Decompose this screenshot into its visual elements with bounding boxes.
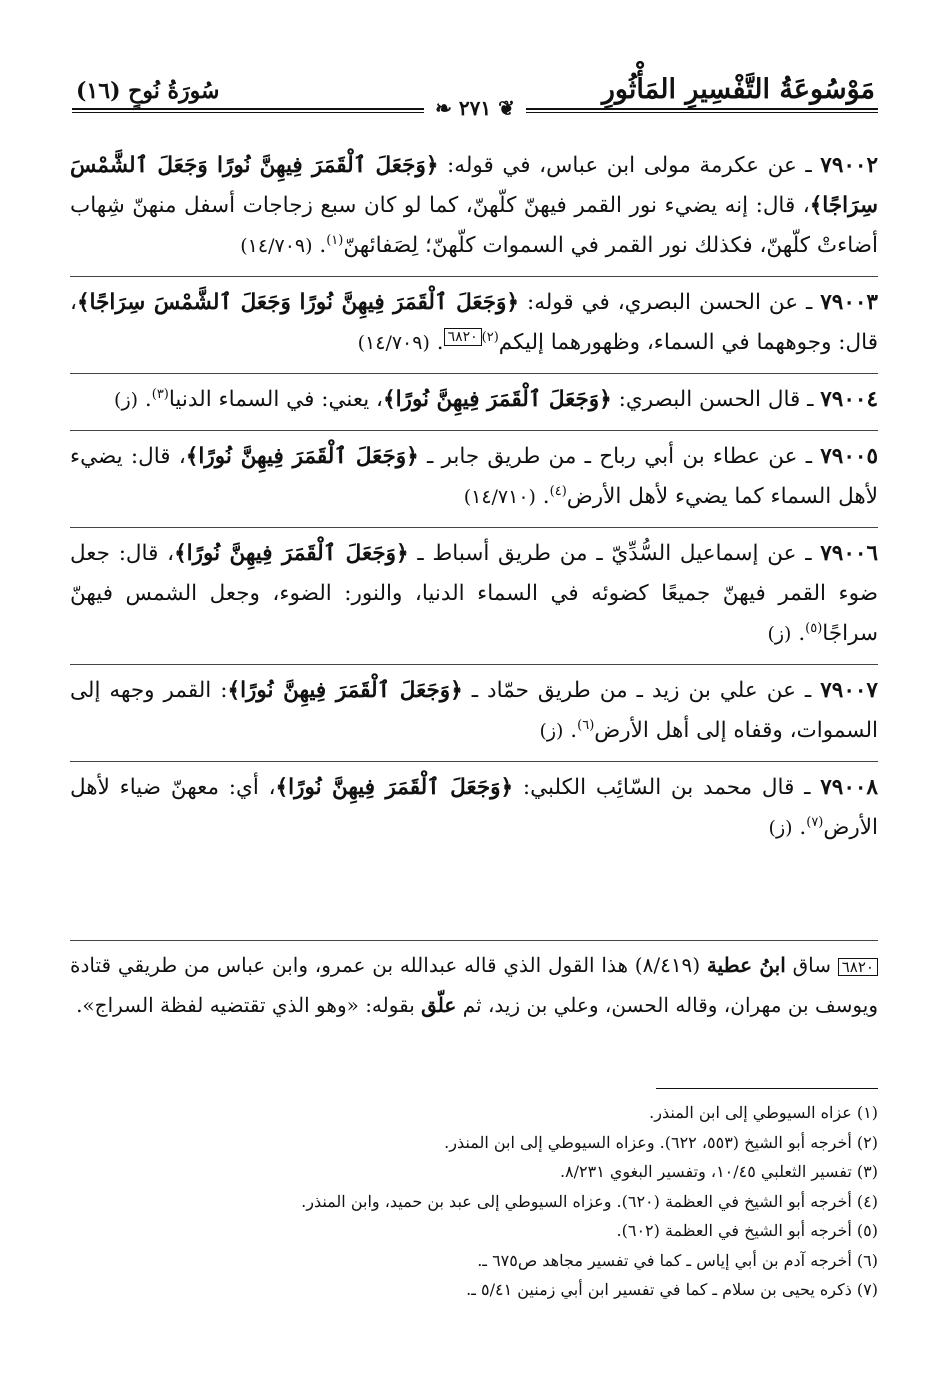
entry-79003: [70, 277, 878, 374]
entry-text: ، قال: إنه يضيء نور القمر فيهنّ كلّهنّ، كما لو كان سبع زجاجات أسفل منهنّ شِهاب أضاءتْ كلّهنّ، فكذلك نور القمر في السموات كلّهنّ؛ لِصَفائهنّ: [70, 193, 878, 258]
entry-text: .: [791, 621, 806, 646]
quran-verse: ﴿وَجَعَلَ ٱلْقَمَرَ فِيهِنَّ نُورًا وَجَعَلَ ٱلشَّمْسَ سِرَاجًا﴾: [76, 290, 520, 315]
footnote-marker: (٧): [806, 814, 824, 830]
header-rule-right: [526, 108, 878, 113]
source-reference: (ز): [768, 817, 793, 839]
quran-verse: ﴿وَجَعَلَ ٱلْقَمَرَ فِيهِنَّ نُورًا وَجَعَلَ ٱلشَّمْسَ سِرَاجًا﴾: [70, 153, 878, 218]
page-number: ❧ ٢٧١ ❦: [435, 96, 515, 120]
note-box-ref: ٦٨٢٠: [838, 958, 878, 976]
entry-text: : القمر وجهه إلى السموات، وقفاه إلى أهل الأرض: [70, 678, 878, 743]
footnote-marker: (٢): [481, 329, 499, 345]
entry-text: .: [792, 815, 807, 840]
quran-verse: ﴿وَجَعَلَ ٱلْقَمَرَ فِيهِنَّ نُورًا﴾: [227, 678, 463, 703]
entry-text: ـ قال محمد بن السّائِب الكلبي:: [513, 775, 821, 800]
entry-number: ٧٩٠٠٤: [820, 387, 878, 412]
entry-79007: [70, 665, 878, 762]
entry-79008: [70, 762, 878, 858]
source-reference: (ز): [539, 720, 564, 742]
note-separator: [70, 940, 878, 941]
quran-verse: ﴿وَجَعَلَ ٱلْقَمَرَ فِيهِنَّ نُورًا﴾: [174, 541, 409, 566]
entry-number: ٧٩٠٠٣: [820, 290, 878, 315]
note-name: ابنُ عطية: [706, 953, 786, 977]
entry-text: ـ عن عطاء بن أبي رباح ـ من طريق جابر ـ: [418, 444, 821, 469]
footnote-marker: (٥): [805, 620, 823, 636]
entry-79002: [70, 140, 878, 277]
entry-number: ٧٩٠٠٦: [820, 541, 878, 566]
entry-text: ـ عن عكرمة مولى ابن عباس، في قوله:: [438, 153, 821, 178]
entry-text: ، أي: معهنّ ضياء لأهل الأرض: [70, 775, 878, 840]
entry-text: ، يعني: في السماء الدنيا: [168, 387, 383, 412]
footnote-marker: (٦): [577, 717, 595, 733]
quran-verse: ﴿وَجَعَلَ ٱلْقَمَرَ فِيهِنَّ نُورًا﴾: [275, 775, 514, 800]
footnotes-list: [70, 1098, 878, 1305]
entry-text: ، قال: جعل ضوء القمر فيهنّ جميعًا كضوئه في السماء الدنيا، والنور: الضوء، وجعل الشمس فيهنّ سراجًا: [70, 541, 878, 646]
entry-79006: [70, 528, 878, 665]
note-text: (٨/٤١٩) هذا القول الذي قاله عبدالله بن عمرو، وابن عباس من طريقي قتادة ويوسف بن مهران، وقاله الحسن، وعلي بن زيد، ثم: [70, 953, 878, 1017]
entry-text: .: [429, 330, 444, 355]
footnote-rule: [656, 1088, 878, 1089]
footnote-marker: (٤): [549, 483, 567, 499]
footnote-3: (٣) تفسير الثعلبي ١٠/٤٥، وتفسير البغوي ٨/٢٣١.: [559, 1162, 878, 1181]
entry-number: ٧٩٠٠٨: [820, 775, 878, 800]
editorial-note: [70, 945, 878, 1025]
source-reference: (١٤/٧١٠): [463, 486, 536, 508]
entry-text: ، قال: وجوههما في السماء، وظهورهما إليكم: [70, 290, 878, 355]
entry-number: ٧٩٠٠٢: [820, 153, 879, 178]
entry-79004: [70, 374, 878, 431]
entry-text: ـ عن الحسن البصري، في قوله:: [519, 290, 821, 315]
note-verb: علّق: [421, 993, 457, 1017]
header-rule-left: [72, 108, 424, 113]
entries-list: [70, 140, 878, 858]
entry-79005: [70, 431, 878, 528]
footnote-7: (٧) ذكره يحيى بن سلام ـ كما في تفسير ابن أبي زمنين ٥/٤١ ـ.: [466, 1280, 878, 1299]
surah-label: سُورَةُ نُوحٍ (١٦): [76, 78, 220, 104]
quran-verse: ﴿وَجَعَلَ ٱلْقَمَرَ فِيهِنَّ نُورًا﴾: [185, 444, 419, 469]
page-number-value: ٢٧١: [458, 96, 492, 120]
footnote-5: (٥) أخرجه أبو الشيخ في العظمة (٦٠٢).: [616, 1221, 878, 1240]
footnote-6: (٦) أخرجه آدم بن أبي إياس ـ كما في تفسير مجاهد ص٦٧٥ ـ.: [477, 1250, 878, 1270]
footnote-marker: (١): [326, 232, 344, 248]
entry-text: ، قال: يضيء لأهل السماء كما يضيء لأهل الأرض: [70, 444, 878, 509]
entry-number: ٧٩٠٠٧: [820, 678, 878, 703]
footnote-1: (١) عزاه السيوطي إلى ابن المنذر.: [649, 1103, 878, 1122]
entry-text: .: [535, 484, 550, 509]
note-text: بقوله: «وهو الذي تقتضيه لفظة السراج».: [76, 993, 422, 1017]
book-title: مَوْسُوعَةُ التَّفْسِيرِ المَأْثُورِ: [601, 74, 875, 105]
source-reference: (ز): [767, 623, 792, 645]
entry-text: .: [312, 233, 327, 258]
entry-text: .: [563, 718, 578, 743]
footnote-2: (٢) أخرجه أبو الشيخ (٥٥٣، ٦٢٢). وعزاه السيوطي إلى ابن المنذر.: [444, 1132, 878, 1152]
note-text: ساق: [785, 953, 838, 977]
entry-text: ـ عن إسماعيل السُّدِّيّ ـ من طريق أسباط ـ: [408, 541, 821, 566]
source-reference: (١٤/٧٠٩): [357, 332, 430, 354]
source-reference: (١٤/٧٠٩): [240, 235, 313, 257]
footnote-marker: (٣): [151, 386, 169, 402]
entry-text: ـ عن علي بن زيد ـ من طريق حمّاد ـ: [462, 678, 821, 703]
entry-number: ٧٩٠٠٥: [820, 444, 878, 469]
header-rule: [72, 98, 878, 120]
entry-text: .: [138, 387, 152, 412]
entry-text: ـ قال الحسن البصري:: [611, 387, 821, 412]
source-reference: (ز): [114, 389, 139, 411]
note-box-ref: ٦٨٢٠: [444, 328, 482, 346]
quran-verse: ﴿وَجَعَلَ ٱلْقَمَرَ فِيهِنَّ نُورًا﴾: [382, 387, 612, 412]
footnote-4: (٤) أخرجه أبو الشيخ في العظمة (٦٢٠). وعزاه السيوطي إلى عبد بن حميد، وابن المنذر.: [301, 1191, 878, 1211]
